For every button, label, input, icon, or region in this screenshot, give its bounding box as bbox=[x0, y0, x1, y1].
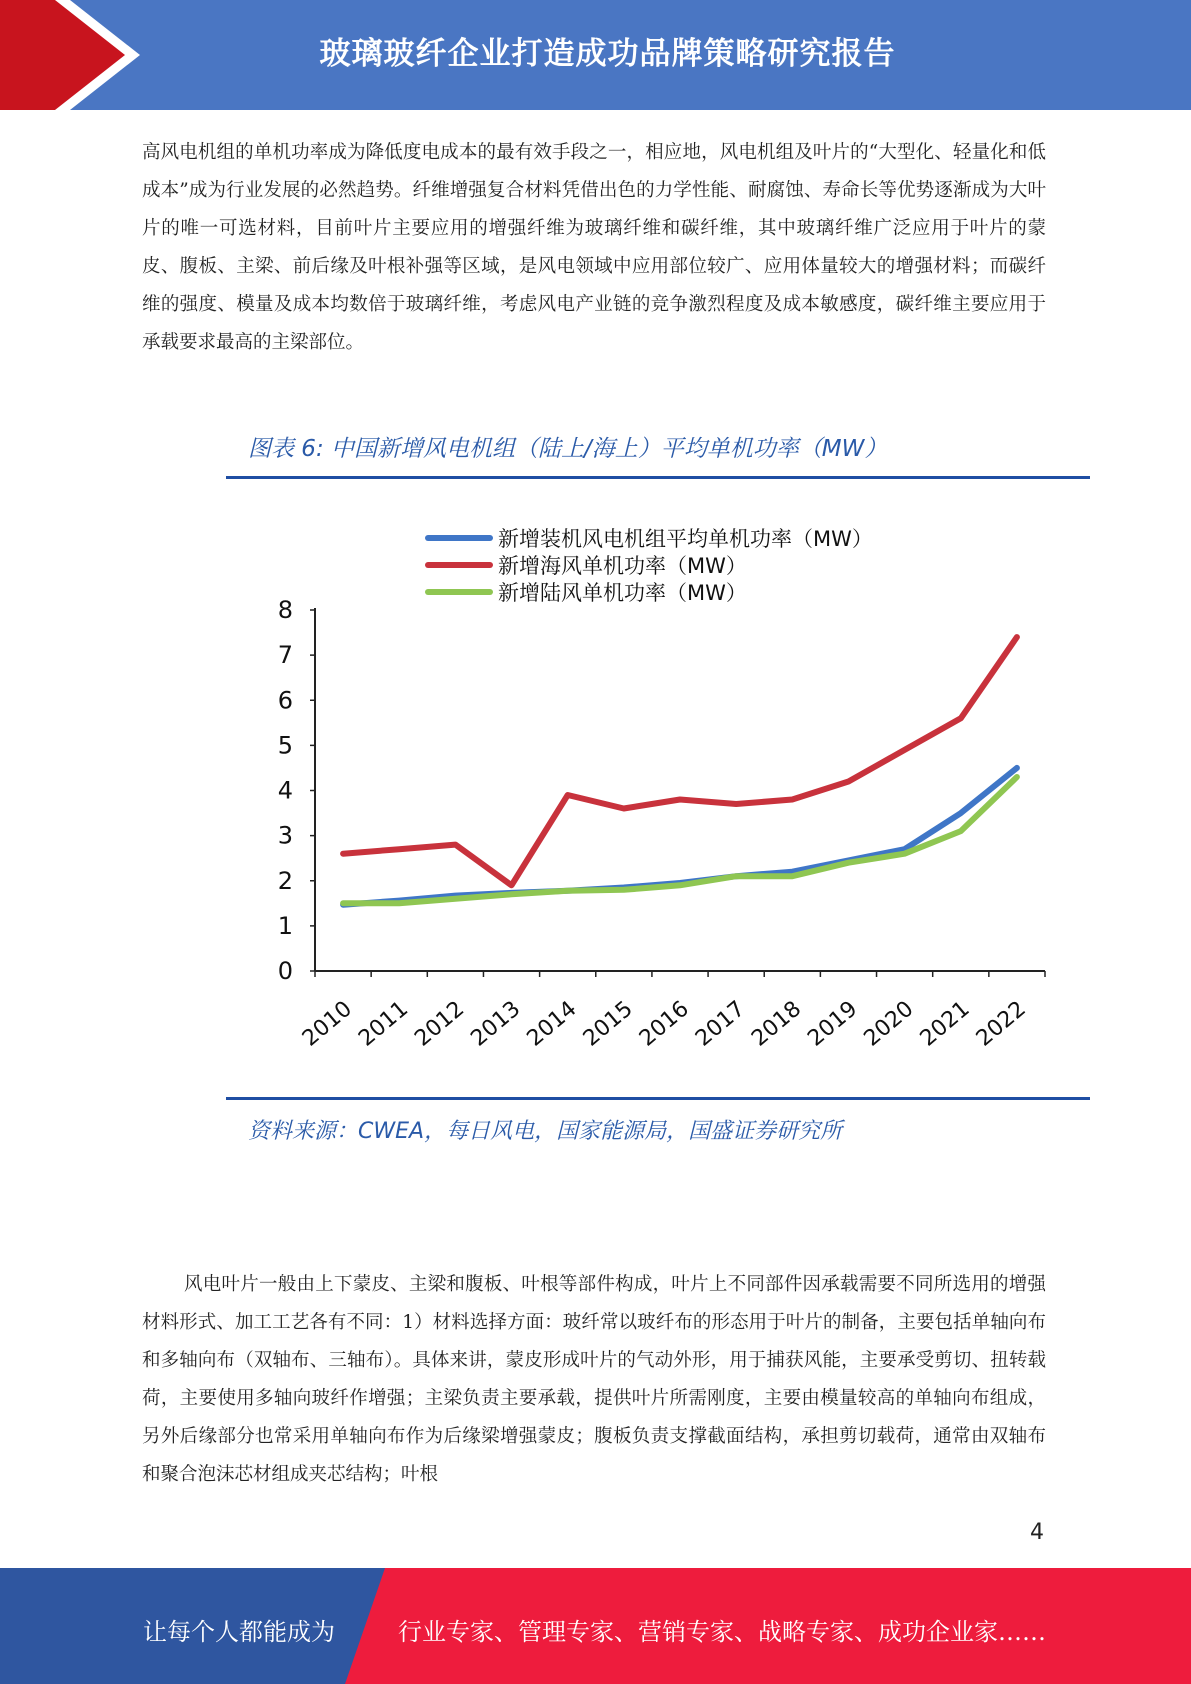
x-tick-label: 2012 bbox=[410, 996, 470, 1052]
footer-slogan-left: 让每个人都能成为 bbox=[143, 1618, 335, 1646]
x-tick-label: 2021 bbox=[915, 996, 975, 1052]
y-tick-label: 6 bbox=[277, 686, 293, 715]
legend-label-2: 新增海风单机功率（MW） bbox=[498, 554, 747, 578]
y-tick-label: 1 bbox=[277, 911, 293, 940]
figure-top-rule bbox=[226, 476, 1090, 479]
report-title: 玻璃玻纤企业打造成功品牌策略研究报告 bbox=[319, 36, 896, 72]
x-tick-label: 2016 bbox=[634, 996, 694, 1052]
y-tick-label: 4 bbox=[277, 776, 293, 805]
figure-title: 图表 6: 中国新增风电机组（陆上/海上）平均单机功率（MW） bbox=[248, 436, 888, 462]
y-tick-label: 3 bbox=[277, 821, 293, 850]
x-tick-label: 2010 bbox=[297, 996, 357, 1052]
y-tick-label: 5 bbox=[277, 731, 293, 760]
x-tick-label: 2014 bbox=[522, 996, 582, 1052]
y-tick-label: 7 bbox=[277, 641, 293, 670]
figure-source: 资料来源：CWEA，每日风电，国家能源局，国盛证券研究所 bbox=[248, 1119, 843, 1144]
footer-slogan-right: 行业专家、管理专家、营销专家、战略专家、成功企业家…… bbox=[398, 1618, 1046, 1646]
body-paragraph-2: 风电叶片一般由上下蒙皮、主梁和腹板、叶根等部件构成，叶片上不同部件因承载需要不同所选用的增强材料形式、加工工艺各有不同：1）材料选择方面：玻纤常以玻纤布的形态用于叶片的制备，主要包括单轴向布和多轴向布（双轴布、三轴布）。具体来讲，蒙皮形成叶片的气动外形，用于捕获风能，主要承受剪切、扭转载荷，主要使用多轴向玻纤作增强；主梁负责主要承载，提供叶片所需刚度，主要由模量较高的单轴向布组成，另外后缘部分也常采用单轴向布作为后缘梁增强蒙皮；腹板负责支撑截面结构，承担剪切载荷，通常由双轴布和聚合泡沫芯材组成夹芯结构；叶根 bbox=[142, 1274, 1046, 1485]
x-tick-label: 2015 bbox=[578, 996, 638, 1052]
x-tick-label: 2011 bbox=[354, 996, 414, 1052]
page-number: 4 bbox=[1030, 1520, 1044, 1545]
figure-bottom-rule bbox=[226, 1097, 1090, 1100]
x-tick-label: 2020 bbox=[859, 996, 919, 1052]
y-tick-label: 2 bbox=[277, 866, 293, 895]
x-tick-label: 2019 bbox=[803, 996, 863, 1052]
header-bar bbox=[0, 0, 1191, 110]
x-tick-label: 2013 bbox=[466, 996, 526, 1052]
x-tick-label: 2017 bbox=[691, 996, 751, 1052]
y-tick-label: 8 bbox=[277, 596, 293, 624]
legend-label-3: 新增陆风单机功率（MW） bbox=[498, 581, 747, 605]
legend-label-1: 新增装机风电机组平均单机功率（MW） bbox=[498, 527, 873, 551]
body-paragraph-1: 高风电机组的单机功率成为降低度电成本的最有效手段之一，相应地，风电机组及叶片的“大型化、轻量化和低成本”成为行业发展的必然趋势。纤维增强复合材料凭借出色的力学性能、耐腐蚀、寿命长等优势逐渐成为大叶片的唯一可选材料，目前叶片主要应用的增强纤维为玻璃纤维和碳纤维，其中玻璃纤维广泛应用于叶片的蒙皮、腹板、主梁、前后缘及叶根补强等区域，是风电领域中应用部位较广、应用体量较大的增强材料；而碳纤维的强度、模量及成本均数倍于玻璃纤维，考虑风电产业链的竞争激烈程度及成本敏感度，碳纤维主要应用于承载要求最高的主梁部位。 bbox=[142, 142, 1046, 353]
y-tick-label: 0 bbox=[277, 957, 293, 985]
x-tick-label: 2018 bbox=[747, 996, 807, 1052]
x-tick-label: 2022 bbox=[971, 996, 1031, 1052]
line-chart bbox=[240, 500, 1070, 1090]
